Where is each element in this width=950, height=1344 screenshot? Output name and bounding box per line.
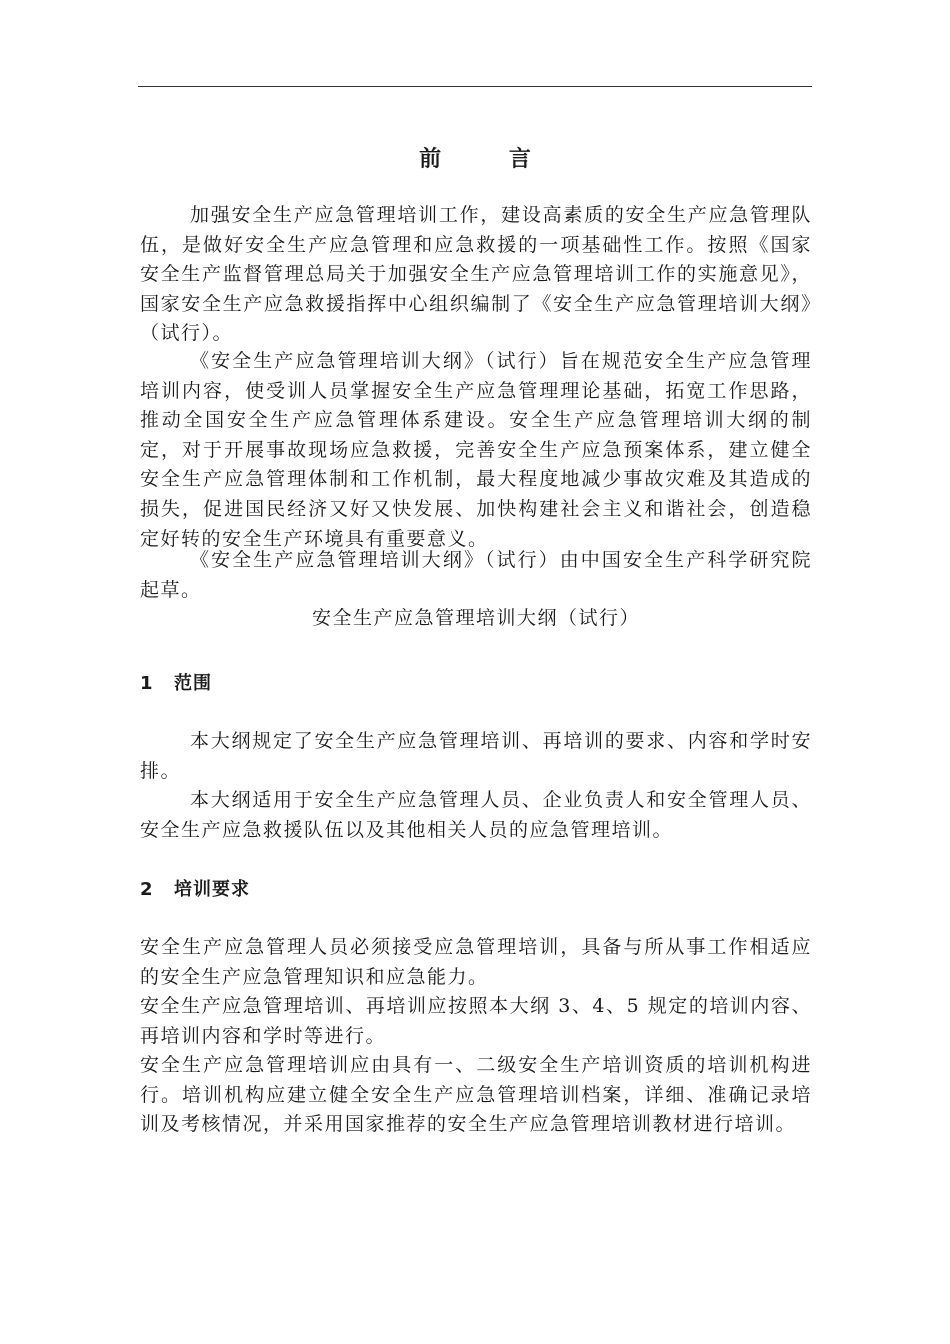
section-2-number: 2: [140, 879, 154, 900]
document-title: 安全生产应急管理培训大纲（试行）: [311, 607, 640, 629]
section-2-paragraph-3: 安全生产应急管理培训应由具有一、二级安全生产培训资质的培训机构进行。培训机构应建立健全安全生产应急管理培训档案，详细、准确记录培训及考核情况，并采用国家推荐的安全生产应急管理培训教材进行培训。: [140, 1054, 812, 1136]
section-1-paragraph-1: 本大纲规定了安全生产应急管理培训、再培训的要求、内容和学时安排。: [140, 730, 812, 782]
section-1-title: 范围: [174, 673, 212, 694]
preface-paragraph-3: 《安全生产应急管理培训大纲》（试行）由中国安全生产科学研究院起草。: [140, 549, 812, 601]
page-title: 前 言: [419, 147, 561, 172]
section-1-number: 1: [140, 673, 154, 694]
section-2-title: 培训要求: [174, 879, 250, 900]
section-2-paragraph-1: 安全生产应急管理人员必须接受应急管理培训，具备与所从事工作相适应的安全生产应急管理知识和应急能力。: [140, 936, 812, 988]
header-rule: [138, 86, 812, 87]
section-2-heading: [140, 877, 250, 903]
preface-paragraph-1: 加强安全生产应急管理培训工作，建设高素质的安全生产应急管理队伍，是做好安全生产应急管理和应急救援的一项基础性工作。按照《国家安全生产监督管理总局关于加强安全生产应急管理培训工作的实施意见》，国家安全生产应急救援指挥中心组织编制了《安全生产应急管理培训大纲》（试行）。: [140, 204, 812, 345]
section-2-paragraph-2: 安全生产应急管理培训、再培训应按照本大纲 3、4、5 规定的培训内容、再培训内容和学时等进行。: [140, 995, 812, 1047]
preface-paragraph-2: 《安全生产应急管理培训大纲》（试行）旨在规范安全生产应急管理培训内容，使受训人员掌握安全生产应急管理理论基础，拓宽工作思路，推动全国安全生产应急管理体系建设。安全生产应急管理培训大纲的制定，对于开展事故现场应急救援，完善安全生产应急预案体系，建立健全安全生产应急管理体制和工作机制，最大程度地减少事故灾难及其造成的损失，促进国民经济又好又快发展、加快构建社会主义和谐社会，创造稳定好转的安全生产环境具有重要意义。: [140, 350, 812, 550]
section-1-paragraph-2: 本大纲适用于安全生产应急管理人员、企业负责人和安全管理人员、安全生产应急救援队伍以及其他相关人员的应急管理培训。: [140, 789, 812, 841]
section-1-heading: [140, 671, 212, 697]
